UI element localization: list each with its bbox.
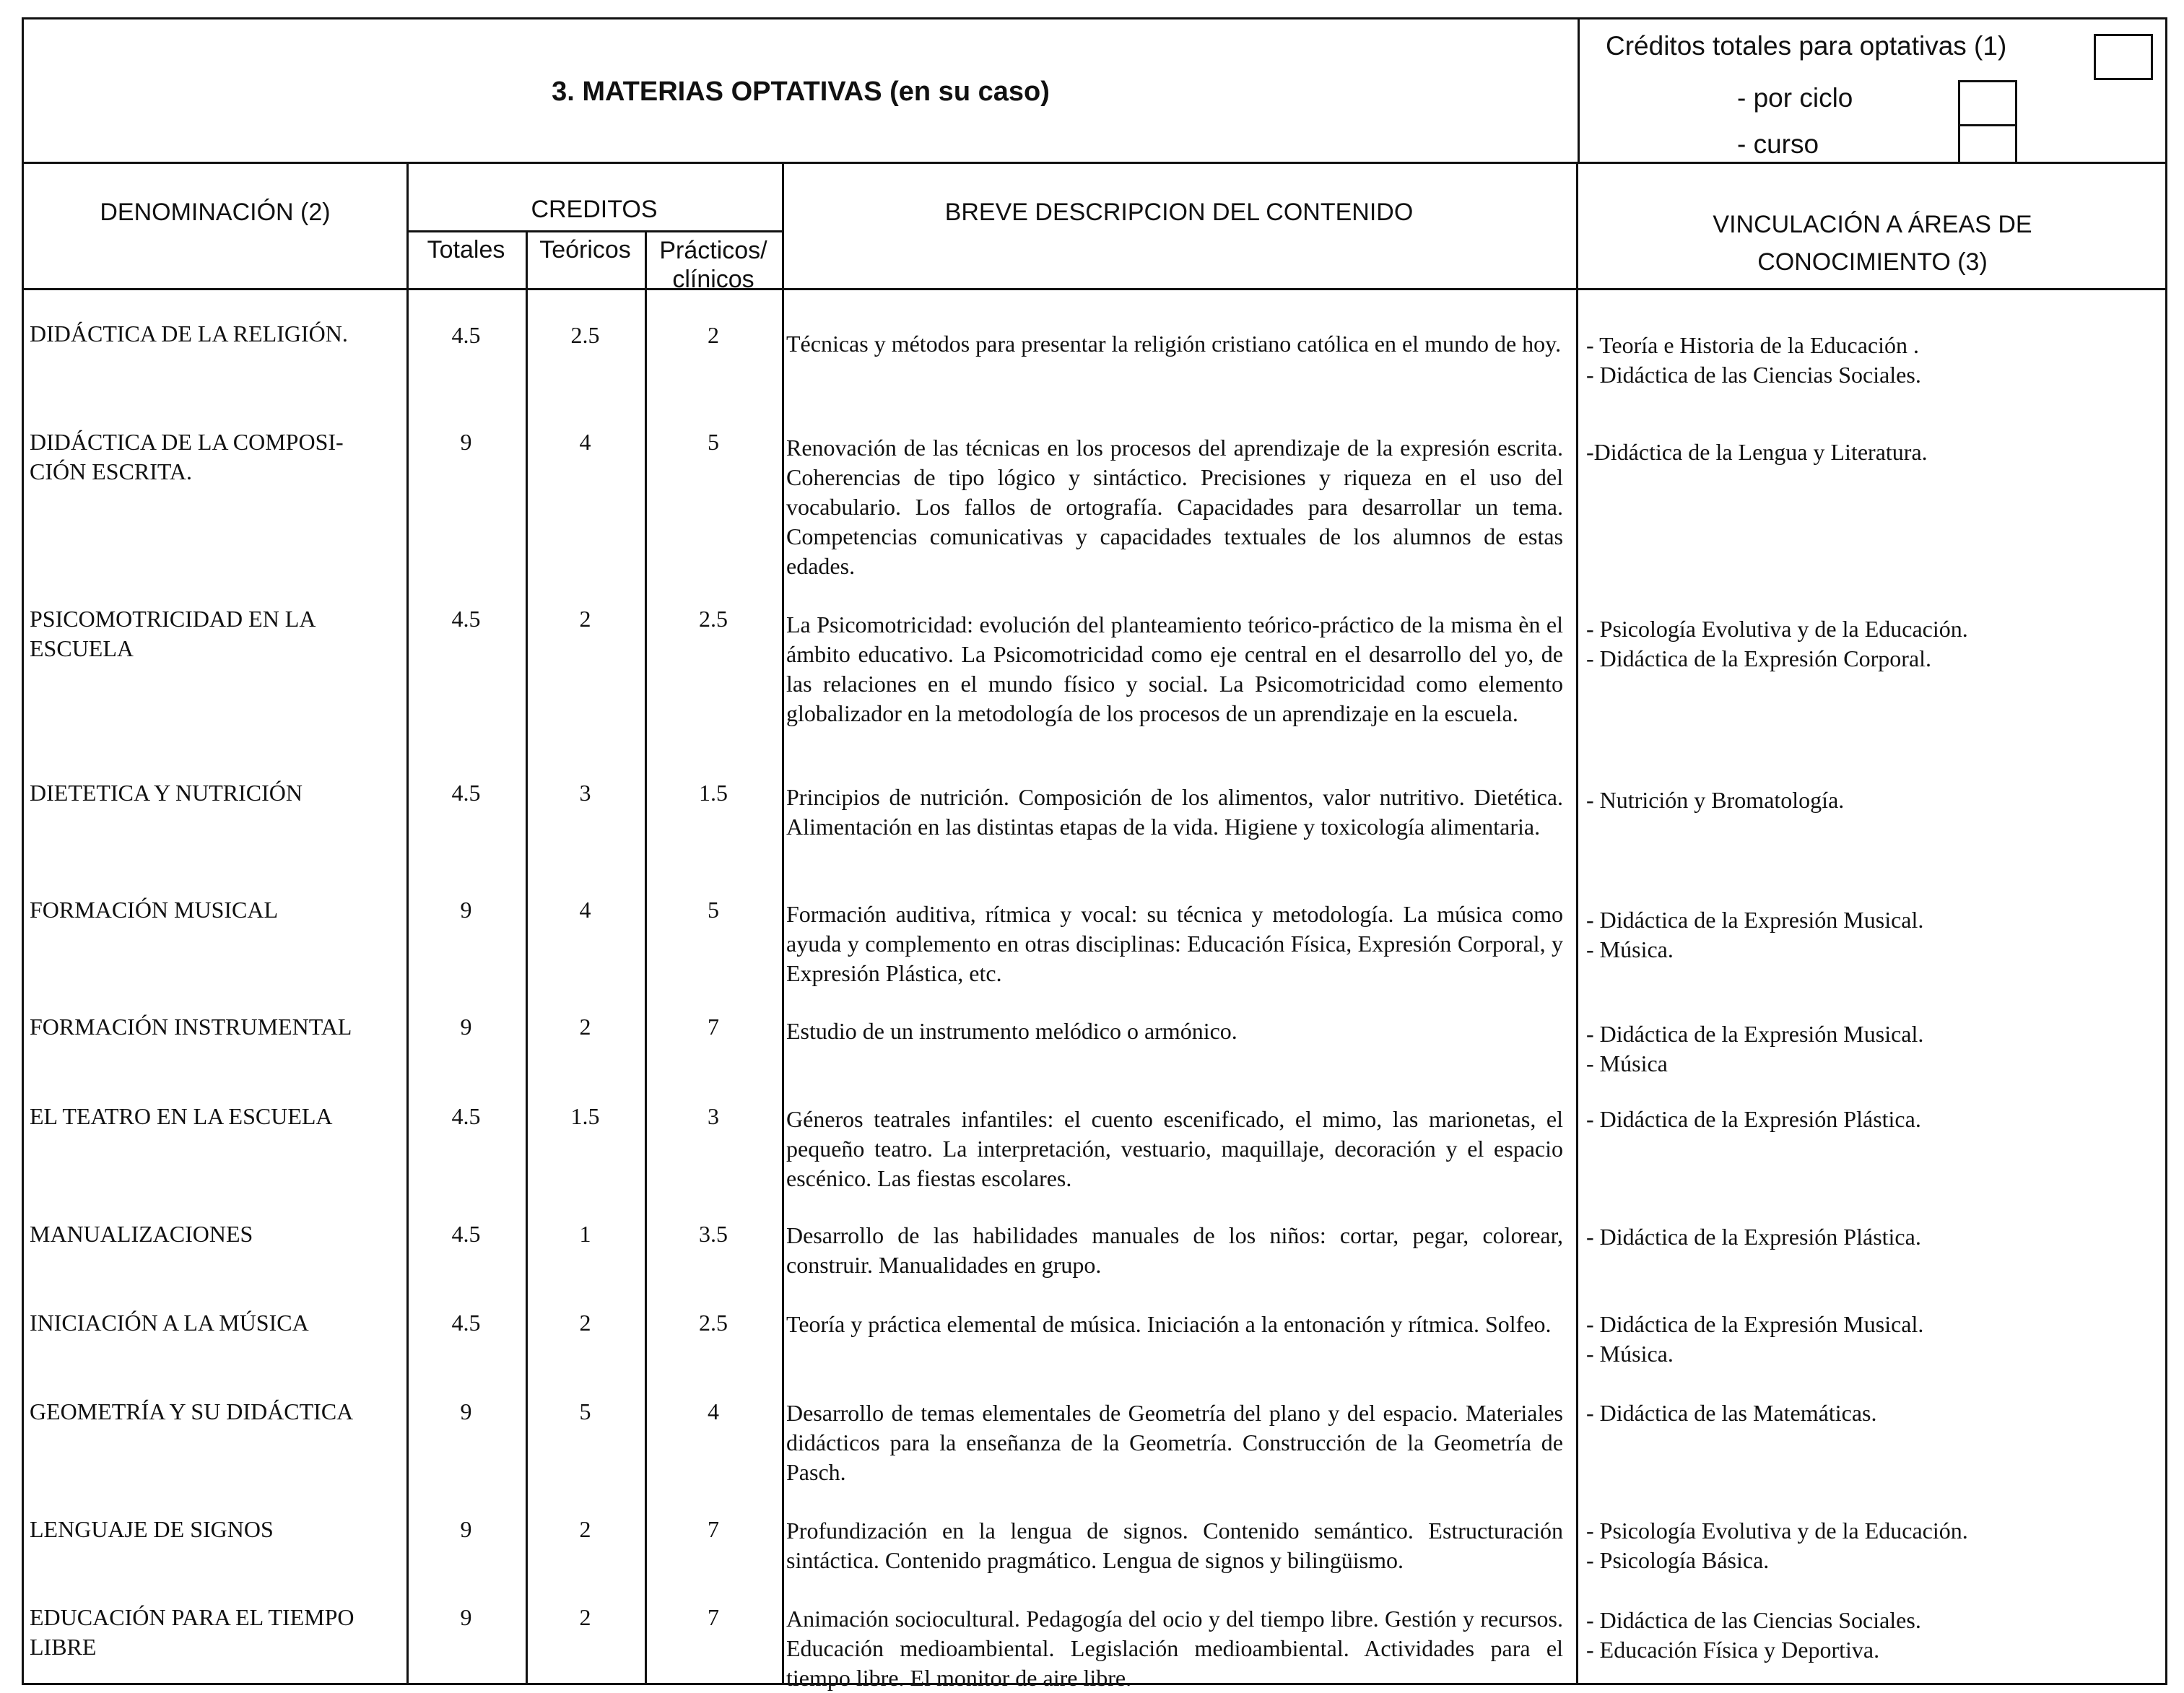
section-title: 3. MATERIAS OPTATIVAS (en su caso) — [552, 76, 1050, 107]
credits-practice: 2 — [708, 322, 719, 348]
subject-name: DIETETICA Y NUTRICIÓN — [30, 780, 303, 806]
credits-practice: 3.5 — [699, 1221, 728, 1247]
credits-total: 9 — [460, 1398, 472, 1424]
credits-total: 9 — [460, 1516, 472, 1542]
total-credits-box[interactable] — [2094, 34, 2153, 80]
knowledge-areas: - Psicología Evolutiva y de la Educación. - Didáctica de la Expresión Corporal. — [1586, 616, 1968, 671]
subject-name: PSICOMOTRICIDAD EN LA ESCUELA — [30, 606, 316, 661]
credits-theory: 2 — [579, 1604, 591, 1630]
credits-practice: 2.5 — [699, 1310, 728, 1336]
subject-description: Formación auditiva, rítmica y vocal: su técnica y metodología. La música como ayuda y complemento en otras disciplinas: Educación Física, Expresión Corporal, y Expresión Plástica, etc. — [786, 901, 1563, 986]
credits-practice: 1.5 — [699, 780, 728, 806]
credits-total: 9 — [460, 429, 472, 455]
per-cycle-label: - por ciclo — [1737, 83, 1853, 113]
credits-total: 9 — [460, 1604, 472, 1630]
total-credits-label: Créditos totales para optativas (1) — [1606, 31, 2007, 61]
credits-practice: 5 — [708, 429, 719, 455]
credits-practice: 4 — [708, 1398, 719, 1424]
credits-theory: 3 — [579, 780, 591, 806]
header-descripcion: BREVE DESCRIPCION DEL CONTENIDO — [944, 199, 1414, 226]
knowledge-areas: - Didáctica de la Expresión Plástica. — [1586, 1224, 1921, 1250]
credits-theory: 4 — [579, 897, 591, 923]
credits-practice: 7 — [708, 1516, 719, 1542]
subject-name: LENGUAJE DE SIGNOS — [30, 1516, 274, 1542]
subject-description: Estudio de un instrumento melódico o armónico. — [786, 1018, 1237, 1044]
per-cycle-course-boxes[interactable] — [1958, 80, 2017, 164]
header-practicos-line1: Prácticos/ — [659, 237, 767, 264]
total-credits-panel — [1578, 19, 2167, 164]
knowledge-areas: - Didáctica de las Matemáticas. — [1586, 1400, 1877, 1426]
credits-practice: 3 — [708, 1103, 719, 1129]
subject-description: Desarrollo de temas elementales de Geometría del plano y del espacio. Materiales didácticos para la enseñanza de la Geometría. Construcción de la Geometría de Pasch. — [786, 1400, 1563, 1485]
knowledge-areas: - Didáctica de las Ciencias Sociales. - Educación Física y Deportiva. — [1586, 1607, 1921, 1663]
subject-name: EL TEATRO EN LA ESCUELA — [30, 1103, 333, 1129]
credits-theory: 5 — [579, 1398, 591, 1424]
credits-theory: 4 — [579, 429, 591, 455]
credits-practice: 2.5 — [699, 606, 728, 632]
credits-total: 9 — [460, 1014, 472, 1040]
knowledge-areas: - Teoría e Historia de la Educación . - Didáctica de las Ciencias Sociales. — [1586, 332, 1921, 388]
credits-theory: 1.5 — [570, 1103, 600, 1129]
column-divider — [782, 164, 784, 1683]
subject-description: Profundización en la lengua de signos. Contenido semántico. Estructuración sintáctica. Contenido pragmático. Lengua de signos y bilingüismo. — [786, 1518, 1563, 1573]
subject-description: Teoría y práctica elemental de música. Iniciación a la entonación y rítmica. Solfeo. — [786, 1311, 1552, 1337]
subject-description: Animación sociocultural. Pedagogía del ocio y del tiempo libre. Gestión y recursos. Educación medioambiental. Legislación medioambiental. Actividades para el tiempo libre. El monitor de aire libre. — [786, 1606, 1563, 1691]
credits-total: 4.5 — [451, 1221, 481, 1247]
header-vinculacion-line2: CONOCIMIENTO (3) — [1757, 248, 1988, 276]
credits-total: 4.5 — [451, 1103, 481, 1129]
knowledge-areas: - Didáctica de la Expresión Musical. - Música. — [1586, 1311, 1924, 1367]
subject-name: DIDÁCTICA DE LA COMPOSI- CIÓN ESCRITA. — [30, 429, 344, 484]
subject-name: INICIACIÓN A LA MÚSICA — [30, 1310, 309, 1336]
subject-name: GEOMETRÍA Y SU DIDÁCTICA — [30, 1398, 354, 1424]
column-divider — [1576, 164, 1578, 1683]
credits-theory: 2 — [579, 1014, 591, 1040]
credits-total: 4.5 — [451, 606, 481, 632]
header-teoricos: Teóricos — [539, 236, 631, 264]
box-divider — [1960, 124, 2015, 126]
subject-description: Géneros teatrales infantiles: el cuento escenificado, el mimo, las marionetas, el pequeño teatro. La interpretación, vestuario, maquillaje, decoración y el espacio escénico. Las fiestas escolares. — [786, 1106, 1563, 1191]
subject-description: Principios de nutrición. Composición de los alimentos, valor nutritivo. Dietética. Alimentación en las distintas etapas de la vida. Higiene y toxicología alimentaria. — [786, 784, 1563, 840]
form-header — [24, 19, 2165, 164]
header-practicos-line2: clínicos — [672, 266, 754, 293]
header-totales: Totales — [427, 236, 505, 264]
subject-name: DIDÁCTICA DE LA RELIGIÓN. — [30, 321, 348, 347]
credits-subheader-divider — [406, 230, 782, 232]
knowledge-areas: -Didáctica de la Lengua y Literatura. — [1586, 439, 1928, 465]
column-headers — [24, 164, 2165, 293]
per-course-label: - curso — [1737, 129, 1819, 159]
optional-subjects-form — [22, 17, 2167, 1691]
subject-name: MANUALIZACIONES — [30, 1221, 253, 1247]
knowledge-areas: - Didáctica de la Expresión Plástica. — [1586, 1106, 1921, 1132]
credits-total: 4.5 — [451, 1310, 481, 1336]
credits-theory: 1 — [579, 1221, 591, 1247]
credits-theory: 2 — [579, 1310, 591, 1336]
subject-name: FORMACIÓN INSTRUMENTAL — [30, 1014, 352, 1040]
header-vinculacion-line1: VINCULACIÓN A ÁREAS DE — [1713, 211, 2032, 238]
subject-description: Desarrollo de las habilidades manuales de los niños: cortar, pegar, colorear, construir. Manualidades en grupo. — [786, 1222, 1563, 1278]
knowledge-areas: - Nutrición y Bromatología. — [1586, 787, 1845, 813]
header-practicos — [645, 236, 782, 294]
credits-practice: 5 — [708, 897, 719, 923]
knowledge-areas: - Didáctica de la Expresión Musical. - Música — [1586, 1021, 1924, 1076]
credits-practice: 7 — [708, 1604, 719, 1630]
header-creditos: CREDITOS — [531, 196, 658, 223]
subject-description: Renovación de las técnicas en los procesos del aprendizaje de la expresión escrita. Coherencias de tipo lógico y sintáctico. Precisiones y riqueza en el uso del vocabulario. Los fallos de ortografía. Capacidades para desarrollar un tema. Competencias comunicativas y capacidades textuales de los alumnos de estas edades. — [786, 435, 1563, 579]
header-denominacion: DENOMINACIÓN (2) — [100, 199, 331, 226]
credits-practice: 7 — [708, 1014, 719, 1040]
credits-theory: 2 — [579, 606, 591, 632]
credits-total: 4.5 — [451, 322, 481, 348]
subject-description: Técnicas y métodos para presentar la religión cristiano católica en el mundo de hoy. — [786, 331, 1562, 357]
knowledge-areas: - Psicología Evolutiva y de la Educación. - Psicología Básica. — [1586, 1518, 1968, 1573]
subject-name: FORMACIÓN MUSICAL — [30, 897, 279, 923]
header-vinculacion — [1578, 206, 2167, 281]
credits-total: 9 — [460, 897, 472, 923]
subject-description: La Psicomotricidad: evolución del planteamiento teórico-práctico de la misma èn el ámbito educativo. La Psicomotricidad como eje central en el desarrollo del yo, de las relaciones en el mundo físico y social. La Psicomotricidad como elemento globalizador en la metodología de los procesos de un aprendizaje en la escuela. — [786, 612, 1563, 726]
knowledge-areas: - Didáctica de la Expresión Musical. - Música. — [1586, 907, 1924, 962]
subject-name: EDUCACIÓN PARA EL TIEMPO LIBRE — [30, 1604, 354, 1660]
credits-theory: 2.5 — [570, 322, 600, 348]
credits-total: 4.5 — [451, 780, 481, 806]
credits-theory: 2 — [579, 1516, 591, 1542]
